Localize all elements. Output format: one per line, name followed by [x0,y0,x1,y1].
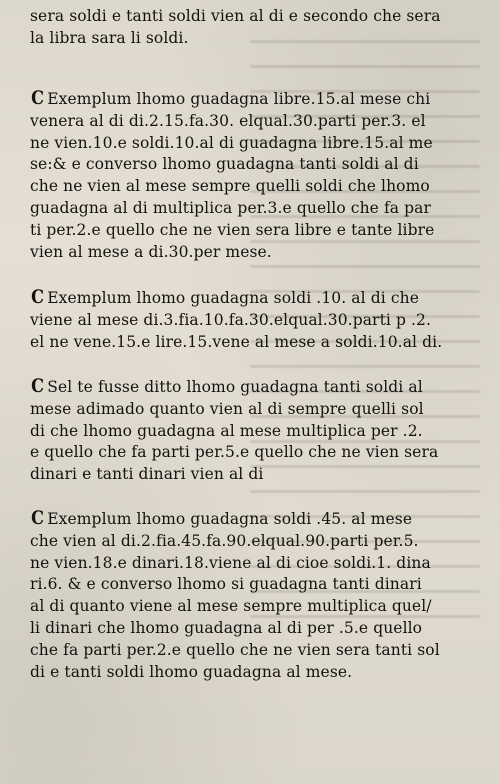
text-line: ri.6. & e converso lhomo si guadagna tanti dinari [30,575,422,594]
paragraph-mark-icon: C [31,376,45,397]
text-line [30,88,450,111]
text-line: di che lhomo guadagna al mese multiplica per .2. [30,421,423,440]
text-line: al di quanto viene al mese sempre multiplica quel/ [30,597,432,616]
text-line: vien al mese a di.30.per mese. [30,242,272,261]
paragraph-example-soldi-45 [30,508,450,683]
paragraph-rule-monthly [30,376,450,486]
paragraph-example-libre [30,88,450,263]
text-line: dinari e tanti dinari vien al di [30,465,264,484]
text-line: el ne vene.15.e lire.15.vene al mese a soldi.10.al di. [30,332,443,351]
text-line: venera al di di.2.15.fa.30. elqual.30.parti per.3. el [30,111,426,130]
text-line: ti per.2.e quello che ne vien sera libre e tante libre [30,220,435,239]
text-line: se:& e converso lhomo guadagna tanti soldi al di [30,155,419,174]
text-line: viene al mese di.3.fia.10.fa.30.elqual.30.parti p .2. [30,310,432,329]
continuation-paragraph [30,6,450,50]
text-line [30,508,450,531]
text-line-content: Sel te fusse ditto lhomo guadagna tanti soldi al [47,378,423,396]
text-line: li dinari che lhomo guadagna al di per .5.e quello [30,618,423,637]
paragraph-mark-icon: C [31,287,45,308]
text-line [30,287,450,310]
text-line: che fa parti per.2.e quello che ne vien sera tanti sol [30,640,440,659]
text-line: che vien al di.2.fia.45.fa.90.elqual.90.parti per.5. [30,531,419,550]
text-line: mese adimado quanto vien al di sempre quelli sol [30,399,424,418]
paragraph-mark-icon: C [31,508,45,529]
text-line: sera soldi e tanti soldi vien al di e secondo che sera [30,7,441,25]
text-line: che ne vien al mese sempre quelli soldi che lhomo [30,177,430,196]
paragraph-mark-icon: C [31,88,45,109]
paragraph-example-soldi-10 [30,287,450,353]
text-line-content: Exemplum lhomo guadagna libre.15.al mese chi [47,90,431,108]
text-line: ne vien.18.e dinari.18.viene al di cioe soldi.1. dina [30,553,431,572]
text-line: di e tanti soldi lhomo guadagna al mese. [30,662,353,681]
text-line: ne vien.10.e soldi.10.al di guadagna libre.15.al me [30,133,433,152]
text-line: e quello che fa parti per.5.e quello che ne vien sera [30,443,439,462]
text-line-content: Exemplum lhomo guadagna soldi .10. al di che [47,289,419,307]
text-line-content: Exemplum lhomo guadagna soldi .45. al mese [47,510,413,528]
text-line [30,376,450,399]
text-line: la libra sara li soldi. [30,28,189,47]
text-line: guadagna al di multiplica per.3.e quello che fa par [30,198,432,217]
